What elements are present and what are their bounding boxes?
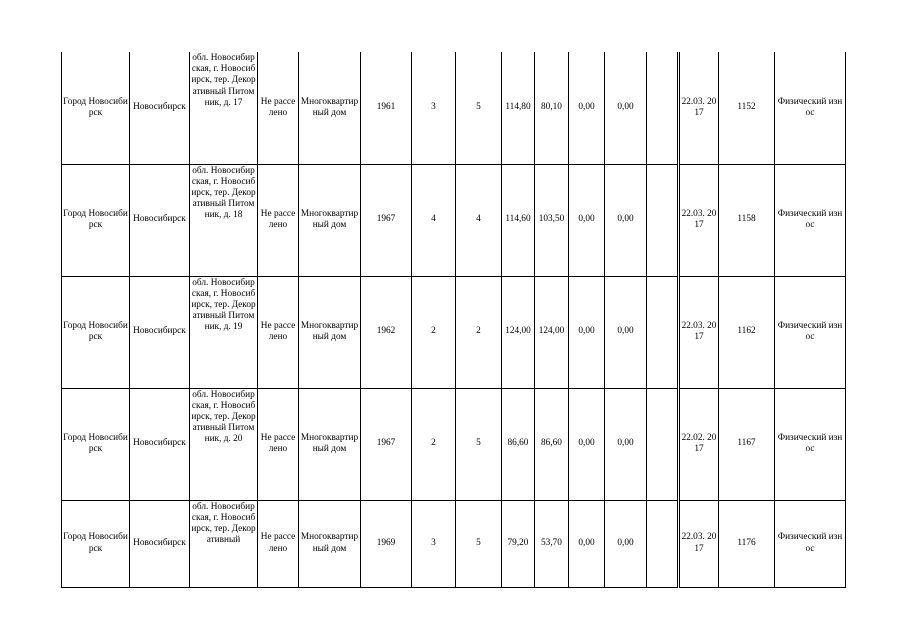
settlement-cell: Новосибирск xyxy=(130,164,190,276)
settlement-cell: Новосибирск xyxy=(130,276,190,388)
year-cell: 1967 xyxy=(361,164,412,276)
status-cell: Не расселено xyxy=(258,276,299,388)
value-cell-1: 0,00 xyxy=(569,500,605,587)
table-row xyxy=(62,164,846,276)
entrances-cell: 2 xyxy=(456,276,502,388)
value-cell-2: 0,00 xyxy=(605,276,647,388)
reason-cell: Физический износ xyxy=(775,500,846,587)
table-row xyxy=(62,276,846,388)
settlement-cell: Новосибирск xyxy=(130,52,190,164)
municipality-cell: Город Новосибирск xyxy=(62,164,130,276)
housing-table-sheet xyxy=(61,52,845,587)
status-cell: Не расселено xyxy=(258,164,299,276)
residential-area-cell: 80,10 xyxy=(535,52,569,164)
value-cell-1: 0,00 xyxy=(569,388,605,500)
address-cell: обл. Новосибирская, г. Новосибирск, тер. Декоративный Питомник, д. 18 xyxy=(190,164,258,276)
table-body xyxy=(62,52,846,587)
year-cell: 1961 xyxy=(361,52,412,164)
floors-cell: 3 xyxy=(412,500,456,587)
document-number-cell: 1152 xyxy=(719,52,775,164)
document-number-cell: 1167 xyxy=(719,388,775,500)
residential-area-cell: 124,00 xyxy=(535,276,569,388)
residential-area-cell: 86,60 xyxy=(535,388,569,500)
document-number-cell: 1162 xyxy=(719,276,775,388)
value-cell-2: 0,00 xyxy=(605,164,647,276)
value-cell-2: 0,00 xyxy=(605,500,647,587)
table-row xyxy=(62,52,846,164)
settlement-cell: Новосибирск xyxy=(130,500,190,587)
empty-cell xyxy=(647,52,679,164)
housing-table xyxy=(61,52,846,588)
year-cell: 1962 xyxy=(361,276,412,388)
entrances-cell: 5 xyxy=(456,52,502,164)
municipality-cell: Город Новосибирск xyxy=(62,52,130,164)
floors-cell: 2 xyxy=(412,388,456,500)
total-area-cell: 86,60 xyxy=(502,388,535,500)
house-type-cell: Многоквартирный дом xyxy=(299,164,361,276)
settlement-cell: Новосибирск xyxy=(130,388,190,500)
reason-cell: Физический износ xyxy=(775,164,846,276)
document-number-cell: 1176 xyxy=(719,500,775,587)
year-cell: 1967 xyxy=(361,388,412,500)
floors-cell: 3 xyxy=(412,52,456,164)
total-area-cell: 114,80 xyxy=(502,52,535,164)
address-cell: обл. Новосибирская, г. Новосибирск, тер. Декоративный xyxy=(190,500,258,587)
total-area-cell: 124,00 xyxy=(502,276,535,388)
document-number-cell: 1158 xyxy=(719,164,775,276)
empty-cell xyxy=(647,276,679,388)
date-cell: 22.03. 2017 xyxy=(679,52,719,164)
floors-cell: 2 xyxy=(412,276,456,388)
year-cell: 1969 xyxy=(361,500,412,587)
residential-area-cell: 53,70 xyxy=(535,500,569,587)
date-cell: 22.02. 2017 xyxy=(679,388,719,500)
reason-cell: Физический износ xyxy=(775,52,846,164)
empty-cell xyxy=(647,388,679,500)
value-cell-1: 0,00 xyxy=(569,164,605,276)
value-cell-1: 0,00 xyxy=(569,52,605,164)
address-cell: обл. Новосибирская, г. Новосибирск, тер. Декоративный Питомник, д. 17 xyxy=(190,52,258,164)
house-type-cell: Многоквартирный дом xyxy=(299,276,361,388)
status-cell: Не расселено xyxy=(258,52,299,164)
reason-cell: Физический износ xyxy=(775,276,846,388)
date-cell: 22.03. 2017 xyxy=(679,164,719,276)
value-cell-2: 0,00 xyxy=(605,388,647,500)
house-type-cell: Многоквартирный дом xyxy=(299,52,361,164)
total-area-cell: 114,60 xyxy=(502,164,535,276)
address-cell: обл. Новосибирская, г. Новосибирск, тер. Декоративный Питомник, д. 20 xyxy=(190,388,258,500)
reason-cell: Физический износ xyxy=(775,388,846,500)
municipality-cell: Город Новосибирск xyxy=(62,500,130,587)
total-area-cell: 79,20 xyxy=(502,500,535,587)
municipality-cell: Город Новосибирск xyxy=(62,276,130,388)
date-cell: 22.03. 2017 xyxy=(679,500,719,587)
entrances-cell: 4 xyxy=(456,164,502,276)
status-cell: Не расселено xyxy=(258,388,299,500)
value-cell-2: 0,00 xyxy=(605,52,647,164)
house-type-cell: Многоквартирный дом xyxy=(299,500,361,587)
entrances-cell: 5 xyxy=(456,500,502,587)
municipality-cell: Город Новосибирск xyxy=(62,388,130,500)
residential-area-cell: 103,50 xyxy=(535,164,569,276)
address-cell: обл. Новосибирская, г. Новосибирск, тер. Декоративный Питомник, д. 19 xyxy=(190,276,258,388)
table-row xyxy=(62,500,846,587)
value-cell-1: 0,00 xyxy=(569,276,605,388)
house-type-cell: Многоквартирный дом xyxy=(299,388,361,500)
status-cell: Не расселено xyxy=(258,500,299,587)
table-row xyxy=(62,388,846,500)
empty-cell xyxy=(647,164,679,276)
empty-cell xyxy=(647,500,679,587)
floors-cell: 4 xyxy=(412,164,456,276)
date-cell: 22.03. 2017 xyxy=(679,276,719,388)
entrances-cell: 5 xyxy=(456,388,502,500)
